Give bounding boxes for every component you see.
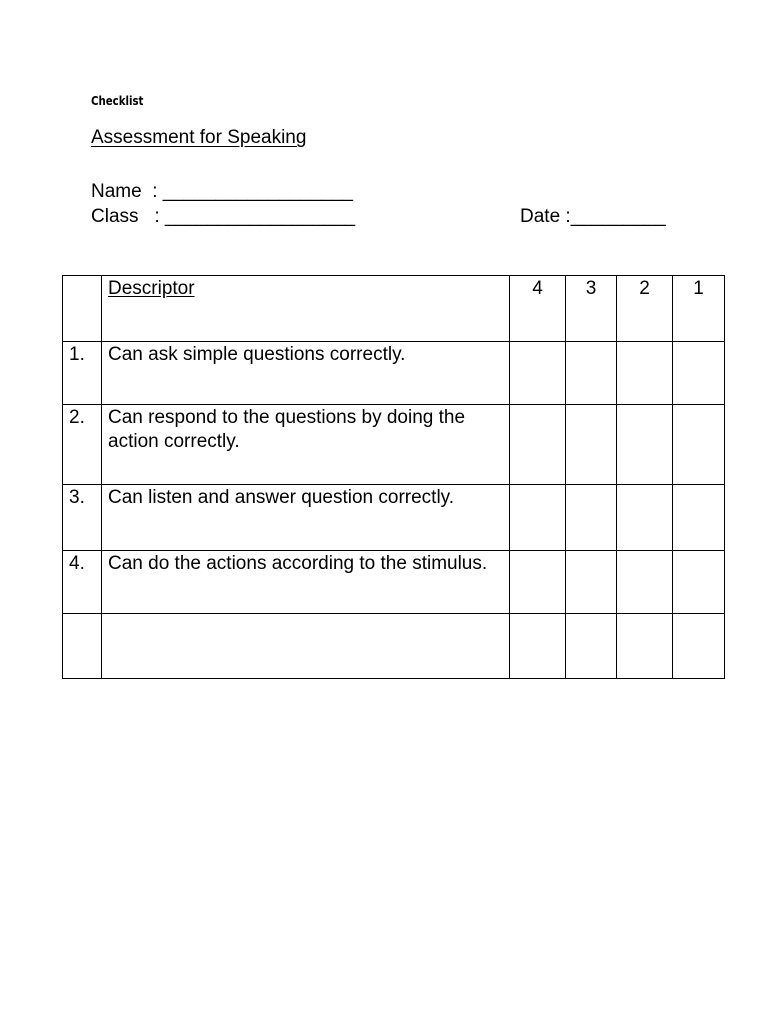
row-descriptor (102, 614, 509, 615)
row-descriptor-cell (102, 485, 510, 551)
score-heading: 2 (639, 278, 650, 299)
header-score-2 (617, 276, 673, 342)
score-cell-3[interactable] (566, 551, 617, 614)
row-descriptor-cell (102, 405, 510, 485)
score-cell-1[interactable] (673, 485, 725, 551)
score-cell-4[interactable] (510, 405, 566, 485)
row-descriptor-cell (102, 551, 510, 614)
score-cell-3[interactable] (566, 614, 617, 679)
table-row (63, 551, 725, 614)
score-cell-3[interactable] (566, 405, 617, 485)
table-row (63, 485, 725, 551)
table-header-row (63, 276, 725, 342)
score-cell-2[interactable] (617, 551, 673, 614)
page-title: Assessment for Speaking (91, 127, 307, 148)
row-number-cell (63, 614, 102, 679)
row-number: 2. (69, 407, 85, 428)
row-number-cell (63, 405, 102, 485)
row-number: 3. (69, 487, 85, 508)
score-cell-2[interactable] (617, 485, 673, 551)
score-heading: 3 (585, 278, 597, 299)
table-row (63, 405, 725, 485)
class-field: Class : __________________ (91, 206, 356, 227)
score-heading: 4 (532, 278, 543, 299)
score-heading: 1 (693, 278, 704, 299)
score-cell-4[interactable] (510, 485, 566, 551)
score-cell-3[interactable] (566, 485, 617, 551)
assessment-table (62, 275, 725, 679)
row-number: 1. (69, 344, 85, 365)
row-number-cell (63, 485, 102, 551)
row-number (63, 614, 101, 615)
score-cell-4[interactable] (510, 342, 566, 405)
score-cell-3[interactable] (566, 342, 617, 405)
row-number-cell (63, 551, 102, 614)
table-row (63, 614, 725, 679)
row-descriptor: Can do the actions according to the stimulus. (108, 553, 488, 574)
header-descriptor-cell (102, 276, 510, 342)
row-descriptor: Can respond to the questions by doing the action correctly. (108, 407, 466, 452)
row-descriptor: Can ask simple questions correctly. (108, 344, 406, 365)
header-score-3 (566, 276, 617, 342)
header-number-cell (63, 276, 102, 342)
descriptor-heading: Descriptor (108, 278, 195, 299)
score-cell-1[interactable] (673, 614, 725, 679)
row-number-cell (63, 342, 102, 405)
row-number: 4. (69, 553, 85, 574)
score-cell-1[interactable] (673, 405, 725, 485)
header-score-4 (510, 276, 566, 342)
header-score-1 (673, 276, 725, 342)
table-row (63, 342, 725, 405)
checklist-label: Checklist (91, 94, 144, 108)
score-cell-1[interactable] (673, 342, 725, 405)
score-cell-2[interactable] (617, 405, 673, 485)
row-descriptor-cell (102, 614, 510, 679)
score-cell-4[interactable] (510, 614, 566, 679)
score-cell-2[interactable] (617, 342, 673, 405)
date-field: Date :_________ (520, 206, 666, 227)
row-descriptor-cell (102, 342, 510, 405)
name-field: Name : __________________ (91, 181, 354, 202)
row-descriptor: Can listen and answer question correctly. (108, 487, 455, 508)
score-cell-2[interactable] (617, 614, 673, 679)
score-cell-1[interactable] (673, 551, 725, 614)
score-cell-4[interactable] (510, 551, 566, 614)
